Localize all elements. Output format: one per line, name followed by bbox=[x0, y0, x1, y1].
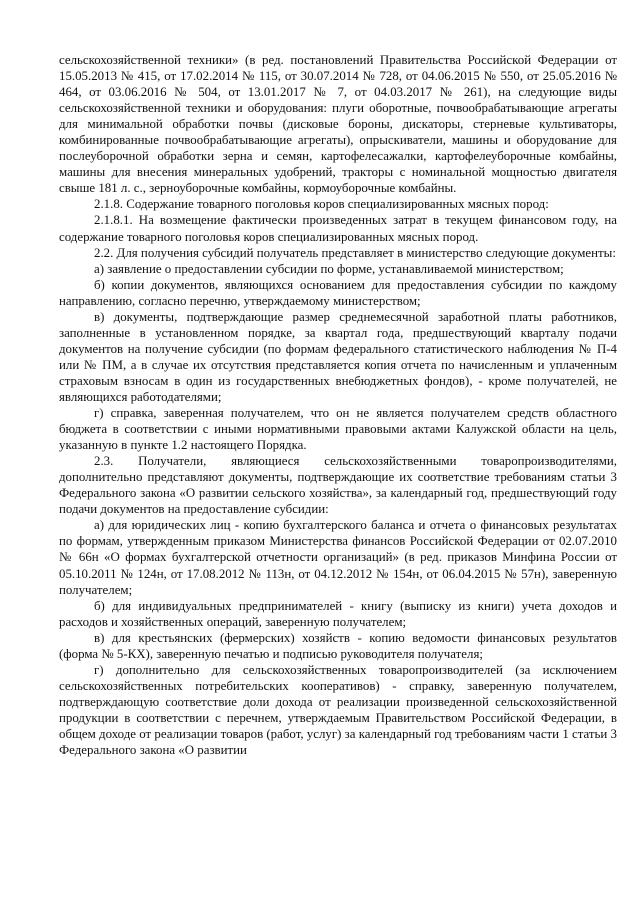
paragraph-11: б) для индивидуальных предпринимателей - книгу (выписку из книги) учета доходов и расходов и хозяйственных операций, заверенную получателем; bbox=[59, 598, 617, 629]
paragraph-8: г) справка, заверенная получателем, что он не является получателем средств областного бюджета в соответствии с иными нормативными правовыми актами Калужской области на цель, указанную в пункте 1.2 настоящего Порядка. bbox=[59, 406, 617, 453]
paragraph-5: а) заявление о предоставлении субсидии по форме, устанавливаемой министерством; bbox=[94, 261, 564, 276]
paragraph-4: 2.2. Для получения субсидий получатель представляет в министерство следующие документы: bbox=[94, 245, 616, 260]
paragraph-9: 2.3. Получатели, являющиеся сельскохозяйственными товаропроизводителями, дополнительно представляют документы, подтверждающие их соответствие требованиям статьи 3 Федерального закона «О развитии сельского хозяйства», за календарный год, предшествующий году подачи документов на предоставление субсидии: bbox=[59, 454, 617, 517]
paragraph-1: сельскохозяйственной техники» (в ред. постановлений Правительства Российской Федерации от 15.05.2013 № 415, от 17.02.2014 № 115, от 30.07.2014 № 728, от 04.06.2015 № 550, от 25.05.2016 № 464, от 03.06.2016 № 504, от 13.01.2017 № 7, от 04.03.2017 № 261), на следующие виды сельскохозяйственной техники и оборудования: плуги оборотные, почвообрабатывающие агрегаты для минимальной обработки почвы (дисковые бороны, дискаторы, стерневые культиваторы, комбинированные почвообрабатывающие агрегаты), опрыскиватели, машины и оборудование для послеуборочной обработки зерна и семян, картофелесажалки, картофелеуборочные комбайны, машины для внесения минеральных удобрений, тракторы с номинальной мощностью двигателя свыше 181 л. с., зерноуборочные комбайны, кормоуборочные комбайны. bbox=[59, 53, 617, 196]
paragraph-12: в) для крестьянских (фермерских) хозяйств - копию ведомости финансовых результатов (форма № 5-КХ), заверенную печатью и подписью руководителя получателя; bbox=[59, 630, 617, 661]
paragraph-3: 2.1.8.1. На возмещение фактически произведенных затрат в текущем финансовом году, на содержание товарного поголовья коров специализированных мясных пород. bbox=[59, 213, 617, 244]
paragraph-6: б) копии документов, являющихся основанием для предоставления субсидии по каждому направлению, согласно перечню, утверждаемому министерством; bbox=[59, 277, 617, 308]
paragraph-2: 2.1.8. Содержание товарного поголовья коров специализированных мясных пород: bbox=[94, 197, 549, 212]
paragraph-7: в) документы, подтверждающие размер среднемесячной заработной платы работников, заполненные в установленном порядке, за квартал года, предшествующий кварталу подачи документов на получение субсидии (по формам федерального статистического наблюдения № П-4 или № ПМ, а в случае их отсутствия представляется копия отчета по начисленным и уплаченным страховым взносам в один из государственных внебюджетных фондов), - кроме получателей, не являющихся работодателями; bbox=[59, 309, 617, 404]
paragraph-10: а) для юридических лиц - копию бухгалтерского баланса и отчета о финансовых результатах по формам, утвержденным приказом Министерства финансов Российской Федерации от 02.07.2010 № 66н «О формах бухгалтерской отчетности организаций» (в ред. приказов Минфина России от 05.10.2011 № 124н, от 17.08.2012 № 113н, от 04.12.2012 № 154н, от 06.04.2015 № 57н), заверенную получателем; bbox=[59, 518, 617, 597]
paragraph-13: г) дополнительно для сельскохозяйственных товаропроизводителей (за исключением сельскохозяйственных потребительских кооперативов) - справку, заверенную получателем, подтверждающую соответствие доли дохода от реализации произведенной сельскохозяйственной продукции в соответствии с перечнем, утверждаемым Правительством Российской Федерации, в общем доходе от реализации товаров (работ, услуг) за календарный год требованиям части 1 статьи 3 Федерального закона «О развитии bbox=[59, 662, 617, 758]
